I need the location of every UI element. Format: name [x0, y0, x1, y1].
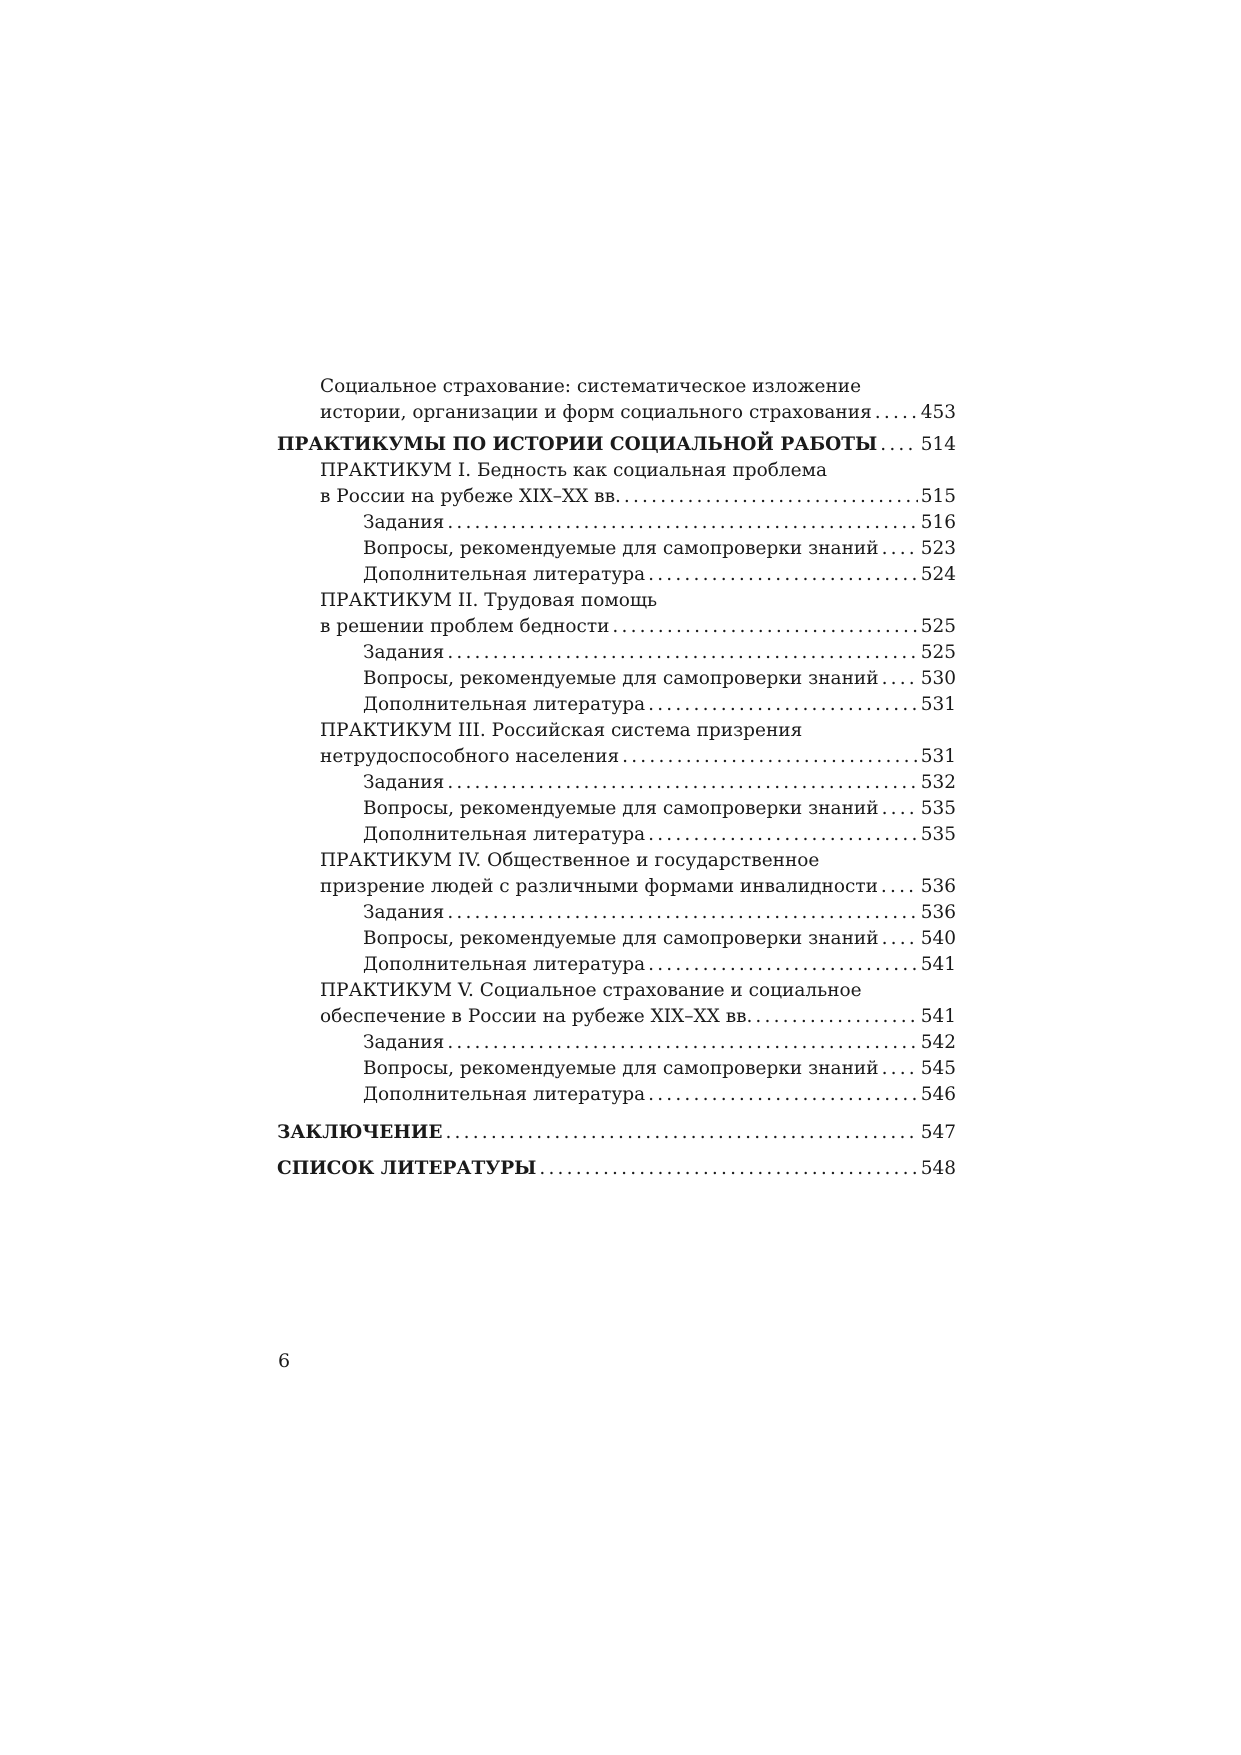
toc-subentry-questions[interactable]	[277, 796, 956, 822]
toc-subentry-title: Вопросы, рекомендуемые для самопроверки знаний	[363, 1058, 879, 1079]
toc-page-number: 547	[920, 1122, 956, 1143]
toc-subentry-literature[interactable]	[277, 822, 956, 848]
toc-subentry-title: Дополнительная литература	[363, 1084, 646, 1105]
toc-section-bibliography[interactable]	[277, 1156, 956, 1182]
toc-section-practicums[interactable]	[277, 432, 956, 458]
dot-leader	[875, 400, 918, 426]
dot-leader	[624, 484, 918, 510]
toc-entry-title-line: обеспечение в России на рубеже XIX–XX вв.	[320, 1006, 753, 1027]
toc-subentry-title: Дополнительная литература	[363, 824, 646, 845]
toc-entry-practicum-4[interactable]	[277, 848, 956, 900]
toc-subentry-tasks[interactable]	[277, 640, 956, 666]
toc-entry-practicum-3[interactable]	[277, 718, 956, 770]
dot-leader	[447, 640, 917, 666]
dot-leader	[622, 744, 918, 770]
dot-leader	[882, 666, 918, 692]
dot-leader	[445, 1120, 917, 1146]
toc-subentry-title: Задания	[363, 642, 445, 663]
toc-subentry-title: Задания	[363, 512, 445, 533]
toc-page-number: 536	[920, 902, 956, 923]
dot-leader	[881, 874, 918, 900]
toc-subentry-tasks[interactable]	[277, 900, 956, 926]
toc-entry-social-insurance[interactable]	[277, 374, 956, 426]
toc-page-number: 541	[920, 954, 956, 975]
toc-subentry-literature[interactable]	[277, 692, 956, 718]
toc-subentry-tasks[interactable]	[277, 1030, 956, 1056]
table-of-contents	[277, 374, 956, 1182]
toc-page-number: 523	[920, 538, 956, 559]
toc-subentry-title: Дополнительная литература	[363, 564, 646, 585]
dot-leader	[648, 562, 918, 588]
toc-entry-title-line: ПРАКТИКУМ II. Трудовая помощь	[320, 590, 658, 611]
dot-leader	[447, 1030, 917, 1056]
dot-leader	[882, 796, 918, 822]
toc-subentry-title: Вопросы, рекомендуемые для самопроверки знаний	[363, 798, 879, 819]
toc-page-number: 525	[920, 642, 956, 663]
toc-page-number: 540	[920, 928, 956, 949]
toc-page-number: 514	[920, 434, 956, 455]
toc-subentry-title: Дополнительная литература	[363, 954, 646, 975]
toc-entry-practicum-1[interactable]	[277, 458, 956, 510]
dot-leader	[882, 926, 918, 952]
toc-entry-title-line: в решении проблем бедности	[320, 616, 610, 637]
toc-subentry-title: Задания	[363, 772, 445, 793]
page-number: 6	[278, 1350, 291, 1372]
toc-subentry-literature[interactable]	[277, 1082, 956, 1108]
toc-entry-title-line: ПРАКТИКУМ I. Бедность как социальная проблема	[320, 460, 828, 481]
dot-leader	[648, 822, 918, 848]
toc-entry-title-line: Социальное страхование: систематическое изложение	[320, 376, 862, 397]
toc-entry-title-line: в России на рубеже XIX–XX вв.	[320, 486, 621, 507]
toc-section-title: СПИСОК ЛИТЕРАТУРЫ	[277, 1158, 537, 1179]
toc-entry-practicum-5[interactable]	[277, 978, 956, 1030]
toc-subentry-questions[interactable]	[277, 536, 956, 562]
toc-entry-title-line: истории, организации и форм социального страхования	[320, 402, 872, 423]
dot-leader	[882, 1056, 918, 1082]
toc-subentry-title: Вопросы, рекомендуемые для самопроверки знаний	[363, 538, 879, 559]
dot-leader	[612, 614, 917, 640]
dot-leader	[648, 1082, 918, 1108]
toc-subentry-literature[interactable]	[277, 952, 956, 978]
toc-section-title: ПРАКТИКУМЫ ПО ИСТОРИИ СОЦИАЛЬНОЙ РАБОТЫ	[277, 434, 878, 455]
toc-subentry-questions[interactable]	[277, 666, 956, 692]
toc-page-number: 453	[920, 402, 956, 423]
toc-subentry-title: Дополнительная литература	[363, 694, 646, 715]
toc-page-number: 546	[920, 1084, 956, 1105]
dot-leader	[755, 1004, 917, 1030]
toc-subentry-title: Задания	[363, 902, 445, 923]
toc-entry-title-line: ПРАКТИКУМ IV. Общественное и государственное	[320, 850, 820, 871]
dot-leader	[447, 510, 917, 536]
toc-section-title: ЗАКЛЮЧЕНИЕ	[277, 1122, 443, 1143]
dot-leader	[447, 900, 917, 926]
toc-page-number: 541	[920, 1006, 956, 1027]
toc-subentry-title: Вопросы, рекомендуемые для самопроверки знаний	[363, 668, 879, 689]
toc-page-number: 532	[920, 772, 956, 793]
toc-page-number: 535	[920, 824, 956, 845]
toc-page-number: 530	[920, 668, 956, 689]
dot-leader	[880, 432, 917, 458]
toc-page-number: 531	[920, 694, 956, 715]
toc-page-number: 524	[920, 564, 956, 585]
toc-page-number: 516	[920, 512, 956, 533]
toc-entry-practicum-2[interactable]	[277, 588, 956, 640]
toc-subentry-title: Задания	[363, 1032, 445, 1053]
toc-page-number: 542	[920, 1032, 956, 1053]
toc-subentry-questions[interactable]	[277, 1056, 956, 1082]
toc-entry-title-line: нетрудоспособного населения	[320, 746, 620, 767]
toc-page-number: 545	[920, 1058, 956, 1079]
toc-page-number: 515	[920, 486, 956, 507]
toc-page-number: 531	[920, 746, 956, 767]
dot-leader	[447, 770, 917, 796]
toc-page-number: 548	[920, 1158, 956, 1179]
toc-entry-title-line: ПРАКТИКУМ V. Социальное страхование и социальное	[320, 980, 862, 1001]
toc-page-number: 535	[920, 798, 956, 819]
toc-subentry-title: Вопросы, рекомендуемые для самопроверки знаний	[363, 928, 879, 949]
dot-leader	[648, 692, 918, 718]
toc-section-conclusion[interactable]	[277, 1120, 956, 1146]
toc-subentry-tasks[interactable]	[277, 770, 956, 796]
toc-page-number: 536	[920, 876, 956, 897]
toc-entry-title-line: ПРАКТИКУМ III. Российская система призрения	[320, 720, 803, 741]
toc-entry-title-line: призрение людей с различными формами инвалидности	[320, 876, 878, 897]
dot-leader	[539, 1156, 917, 1182]
toc-subentry-tasks[interactable]	[277, 510, 956, 536]
toc-page-number: 525	[920, 616, 956, 637]
toc-subentry-questions[interactable]	[277, 926, 956, 952]
dot-leader	[882, 536, 918, 562]
dot-leader	[648, 952, 918, 978]
toc-subentry-literature[interactable]	[277, 562, 956, 588]
